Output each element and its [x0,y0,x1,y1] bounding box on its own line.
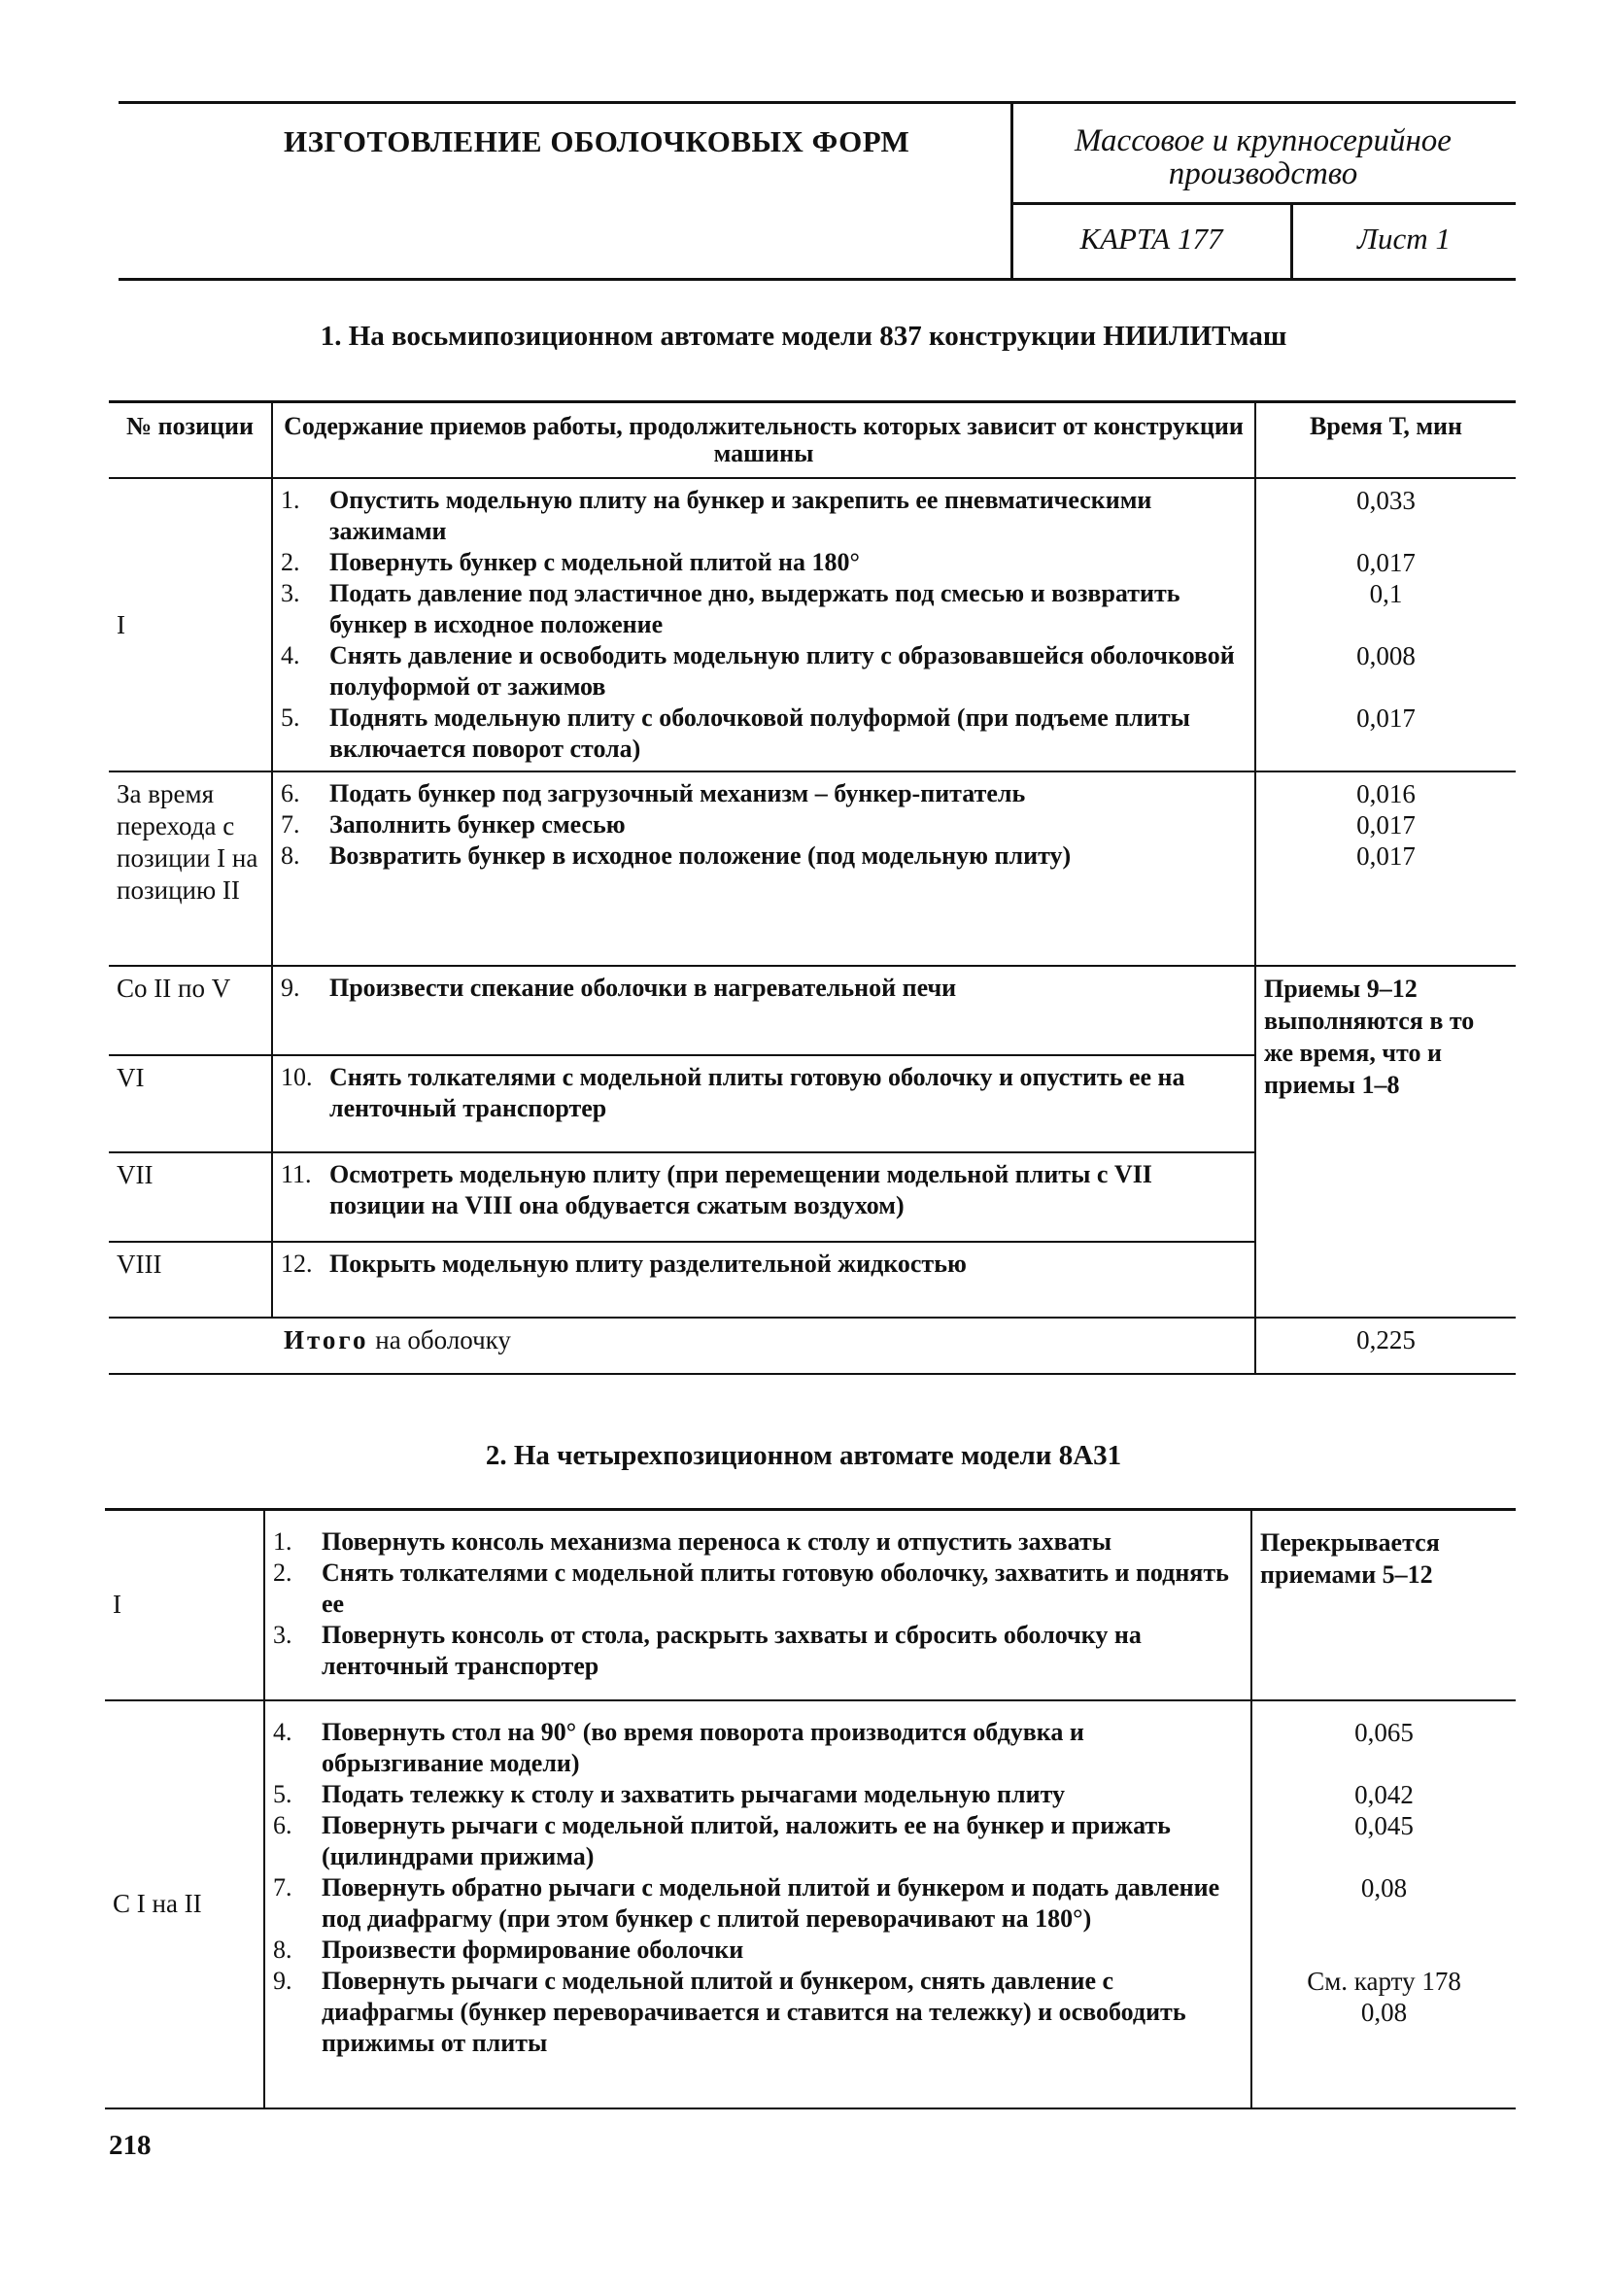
operation-item: 3. Повернуть консоль от стола, раскрыть захваты и сбросить оболочку на ленточный транспортер [273,1621,1142,1680]
total-label-cell [109,1318,1255,1374]
total-label: Итого на оболочку [284,1325,511,1354]
table-row [109,771,1516,966]
parallel-note-cell [1255,966,1516,1318]
table-row [109,966,1516,1055]
ops-cell [272,478,1255,771]
ops-cell [272,771,1255,966]
position-label: VI [117,1063,145,1092]
position-label: За время перехода с позиции I на позицию II [117,779,258,905]
position-cell [109,1242,272,1318]
position-label: Со II по V [117,974,231,1003]
operation-item: 11. Осмотреть модельную плиту (при перемещении модельной плиты с VII позиции на VIII она обдувается сжатым воздухом) [281,1160,1152,1219]
operation-item: 3. Подать давление под эластичное дно, выдержать под смесью и возвратить бункер в исходное положение [281,579,1180,638]
overlap-note-cell [1251,1510,1516,1700]
header-bottom-rule [119,278,1516,281]
position-cell [105,1510,264,1700]
table-row [105,1510,1516,1700]
time-cell [1255,478,1516,771]
position-cell [105,1700,264,2108]
time-value: 0,042 [1354,1779,1414,1809]
position-cell [109,1152,272,1242]
operation-item: 1. Опустить модельную плиту на бункер и закрепить ее пневматическими зажимами [281,486,1152,545]
operation-item: 7. Заполнить бункер смесью [281,810,626,839]
operation-item: 8. Возвратить бункер в исходное положение (под модельную плиту) [281,841,1072,870]
operation-item: 7. Повернуть обратно рычаги с модельной плитой и бункером и подать давление под диафрагму (при этом бункер с плитой переворачивают на 180°) [273,1872,1220,1933]
header-top-rule [119,101,1516,104]
section2-table [105,1508,1516,2109]
page-number: 218 [109,2130,152,2161]
operation-item: 8. Произвести формирование оболочки [273,1935,744,1964]
card-number: КАРТА 177 [1079,222,1223,256]
time-value: 0,017 [1356,841,1416,871]
operation-item: 4. Снять давление и освободить модельную плиту с образовавшейся оболочковой полуформой от зажимов [281,641,1235,701]
position-cell [109,771,272,966]
position-label: VIII [117,1250,162,1279]
time-value: 0,017 [1356,548,1416,577]
operation-item: 6. Подать бункер под загрузочный механизм – бункер-питатель [281,779,1026,807]
operation-item: 5. Подать тележку к столу и захватить рычагами модельную плиту [273,1779,1066,1808]
section1-header-row [109,402,1516,479]
time-value: 0,1 [1369,579,1403,608]
col-header-content: Содержание приемов работы, продолжительность которых зависит от конструкции машины [272,402,1255,479]
table-row [105,1700,1516,2108]
total-row [109,1318,1516,1374]
position-cell [109,478,272,771]
time-value: 0,08 [1360,1997,1408,2027]
header-mid-rule [1010,202,1516,205]
ops-cell [264,1510,1251,1700]
production-type: Массовое и крупносерийное производство [1075,123,1452,191]
parallel-note: Приемы 9–12 выполняются в то же время, что и приемы 1–8 [1264,975,1475,1099]
position-label: VII [117,1160,154,1189]
table-row [109,478,1516,771]
ops-cell [272,1055,1255,1152]
time-value: 0,016 [1356,779,1416,808]
time-value: 0,017 [1356,810,1416,840]
time-value: 0,033 [1356,486,1416,515]
operation-item: 2. Снять толкателями с модельной плиты готовую оболочку, захватить и поднять ее [273,1559,1229,1618]
document-title: ИЗГОТОВЛЕНИЕ ОБОЛОЧКОВЫХ ФОРМ [284,124,910,158]
total-value: 0,225 [1255,1318,1516,1374]
position-cell [109,1055,272,1152]
ops-cell [264,1700,1251,2108]
section1-title: 1. На восьмипозиционном автомате модели 837 конструкции НИИЛИТмаш [320,321,1287,352]
operation-item: 6. Повернуть рычаги с модельной плитой, наложить ее на бункер и прижать (цилиндрами прижима) [273,1810,1171,1870]
time-value: 0,008 [1356,641,1416,670]
time-value: 0,065 [1354,1717,1414,1747]
operation-item: 1. Повернуть консоль механизма переноса к столу и отпустить захваты [273,1527,1112,1556]
position-label: С I на II [113,1889,202,1918]
operation-item: 12. Покрыть модельную плиту разделительной жидкостью [281,1250,967,1278]
section2-title: 2. На четырехпозиционном автомате модели 8А31 [485,1440,1122,1471]
time-value: 0,045 [1354,1810,1414,1840]
operation-item: 4. Повернуть стол на 90° (во время поворота производится обдувка и обрызгивание модели) [273,1717,1084,1777]
position-label: I [113,1590,121,1620]
position-cell [109,966,272,1055]
time-value: 0,017 [1356,703,1416,733]
time-cell [1255,771,1516,966]
ops-cell [272,1152,1255,1242]
ops-cell [272,1242,1255,1318]
operation-item: 9. Повернуть рычаги с модельной плитой и бункером, снять давление с диафрагмы (бункер переворачивается и ставится на тележку) и освободить прижимы от плиты [273,1966,1186,2057]
operation-item: 10. Снять толкателями с модельной плиты готовую оболочку и опустить ее на ленточный транспортер [281,1063,1185,1122]
overlap-note: Перекрывается приемами 5–12 [1260,1528,1440,1589]
section1-table [109,400,1516,1375]
time-value: 0,08 [1360,1872,1408,1902]
time-cell [1251,1700,1516,2108]
operation-item: 9. Произвести спекание оболочки в нагревательной печи [281,974,957,1002]
position-label: I [117,609,125,639]
ops-cell [272,966,1255,1055]
sheet-number: Лист 1 [1357,222,1451,256]
col-header-time: Время Т, мин [1255,402,1516,479]
operation-item: 2. Повернуть бункер с модельной плитой на 180° [281,548,860,576]
col-header-position: № позиции [109,402,272,479]
time-value: См. карту 178 [1307,1966,1461,1996]
operation-item: 5. Поднять модельную плиту с оболочковой полуформой (при подъеме плиты включается поворот стола) [281,703,1190,763]
